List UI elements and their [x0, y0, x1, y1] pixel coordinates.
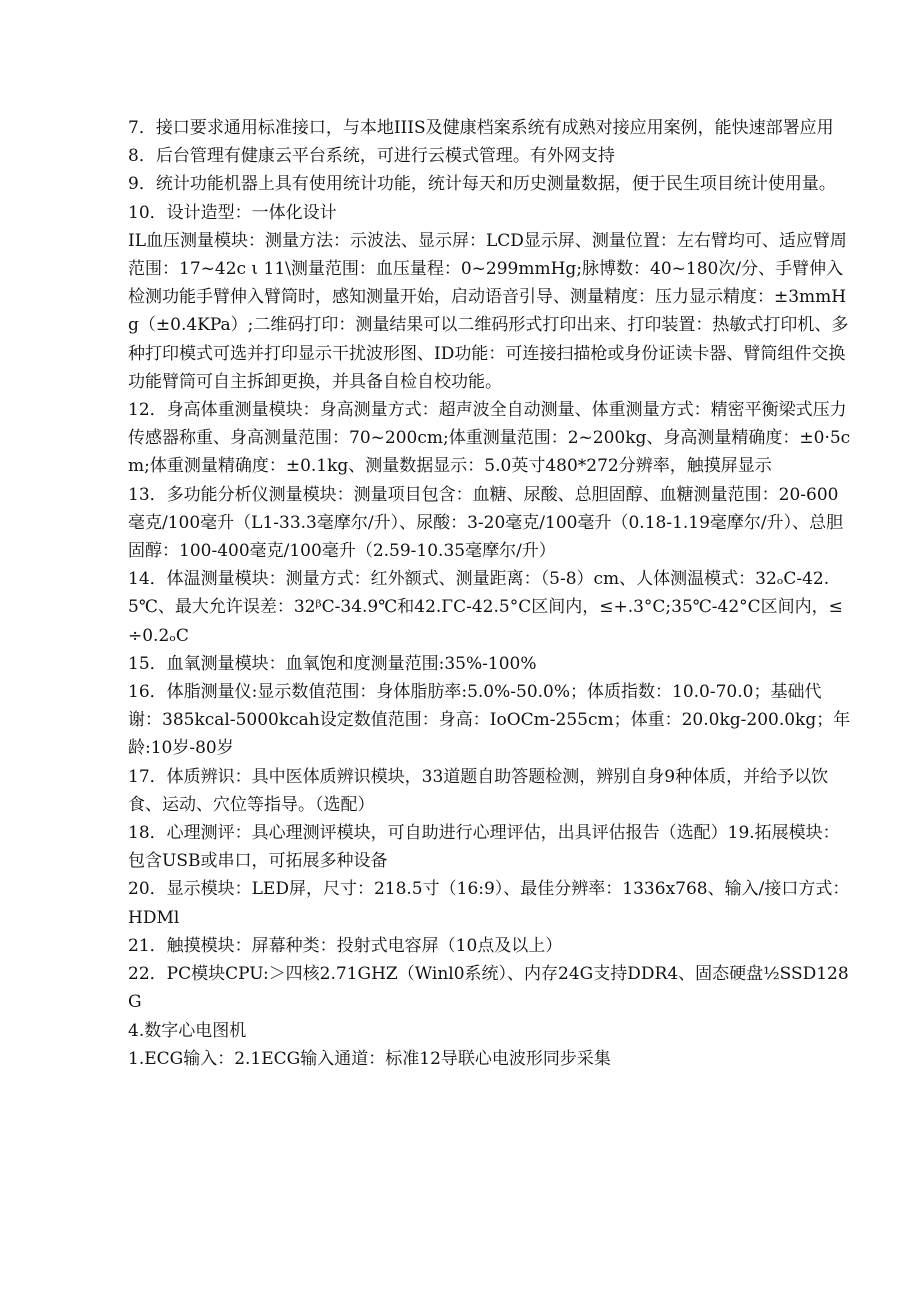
paragraph-item-ecg-input: 1.ECG输入：2.1ECG输入通道：标准12导联心电波形同步采集 — [128, 1048, 611, 1069]
paragraph-item-13-multi-analyzer: 13．多功能分析仪测量模块：测量项目包含：血糖、尿酸、总胆固醇、血糖测量范围：20-600毫克/100毫升（L1-33.3毫摩尔/升）、尿酸：3-20毫克/100毫升（0.18-1.19毫摩尔/升）、总胆固醇：100-400毫克/100毫升（2.59-10.35毫摩尔/升） — [128, 484, 844, 562]
paragraph-item-12-height-weight: 12．身高体重测量模块：身高测量方式：超声波全自动测量、体重测量方式：精密平衡梁式压力传感器称重、身高测量范围：70~200cm;体重测量范围：2~200kg、身高测量精确度：±0·5cm;体重测量精确度：±0.1kg、测量数据显示：5.0英寸480*272分辨率，触摸屏显示 — [128, 400, 851, 477]
paragraph-item-15-blood-oxygen: 15．血氧测量模块：血氧饱和度测量范围:35%-100% — [128, 653, 537, 674]
paragraph-item-9-statistics: 9．统计功能机器上具有使用统计功能，统计每天和历史测量数据，便于民生项目统计使用量。 — [128, 174, 836, 195]
paragraph-item-7-interface: 7．接口要求通用标准接口，与本地IIIS及健康档案系统有成熟对接应用案例，能快速部署应用 — [128, 118, 834, 138]
paragraph-item-18-psychology: 18．心理测评：具心理测评模块，可自助进行心理评估，出具评估报告（选配）19.拓展模块：包含USB或串口，可拓展多种设备 — [128, 823, 840, 872]
paragraph-item-10-design: 10．设计造型：一体化设计 — [128, 202, 337, 223]
section-heading-ecg: 4.数字心电图机 — [128, 1020, 247, 1041]
paragraph-item-22-pc-module: 22．PC模块CPU:＞四核2.71GHZ（Winl0系统）、内存24G支持DDR4、固态硬盘½SSD128G — [128, 964, 849, 1013]
paragraph-item-11-blood-pressure: IL血压测量模块：测量方法：示波法、显示屏：LCD显示屏、测量位置：左右臂均可、适应臂周范围：17~42c ι 11\测量范围：血压量程：0~299mmHg;脉博数：40~180次/分、手臂伸入检测功能手臂伸入臂筒时，感知测量开始，启动语音引导、测量精度：压力显示精度：±3mmHg（±0.4KPa）;二维码打印：测量结果可以二维码形式打印出来、打印装置：热敏式打印机、多种打印模式可选并打印显示干扰波形图、ID功能：可连接扫描枪或身份证读卡器、臂筒组件交换功能臂筒可自主拆卸更换，并具备自检自校功能。 — [128, 230, 849, 392]
paragraph-item-20-display: 20．显示模块：LED屏，尺寸：218.5寸（16:9）、最佳分辨率：1336x768、输入/接口方式：HDMl — [128, 879, 850, 928]
paragraph-item-17-constitution: 17．体质辨识：具中医体质辨识模块，33道题自助答题检测，辨别自身9种体质，并给予以饮食、运动、穴位等指导。（选配） — [128, 766, 829, 815]
paragraph-item-14-temperature: 14．体温测量模块：测量方式：红外额式、测量距离：（5-8）cm、人体测温模式：32ₒC-42.5℃、最大允许误差：32ᵝC-34.9℃和42.ΓC-42.5°C区间内，≤+.3°C;35℃-42°C区间内，≤÷0.2ₒC — [128, 569, 843, 646]
paragraph-item-8-backend: 8．后台管理有健康云平台系统，可进行云模式管理。有外网支持 — [128, 146, 615, 167]
document-body — [128, 114, 852, 1073]
paragraph-item-16-body-fat: 16．体脂测量仪:显示数值范围：身体脂肪率:5.0%-50.0%；体质指数：10.0-70.0；基础代谢：385kcal-5000kcah设定数值范围：身高：IoOCm-255cm；体重：20.0kg-200.0kg；年龄:10岁-80岁 — [128, 682, 851, 759]
paragraph-item-21-touch: 21．触摸模块：屏幕种类：投射式电容屏（10点及以上） — [128, 935, 563, 956]
